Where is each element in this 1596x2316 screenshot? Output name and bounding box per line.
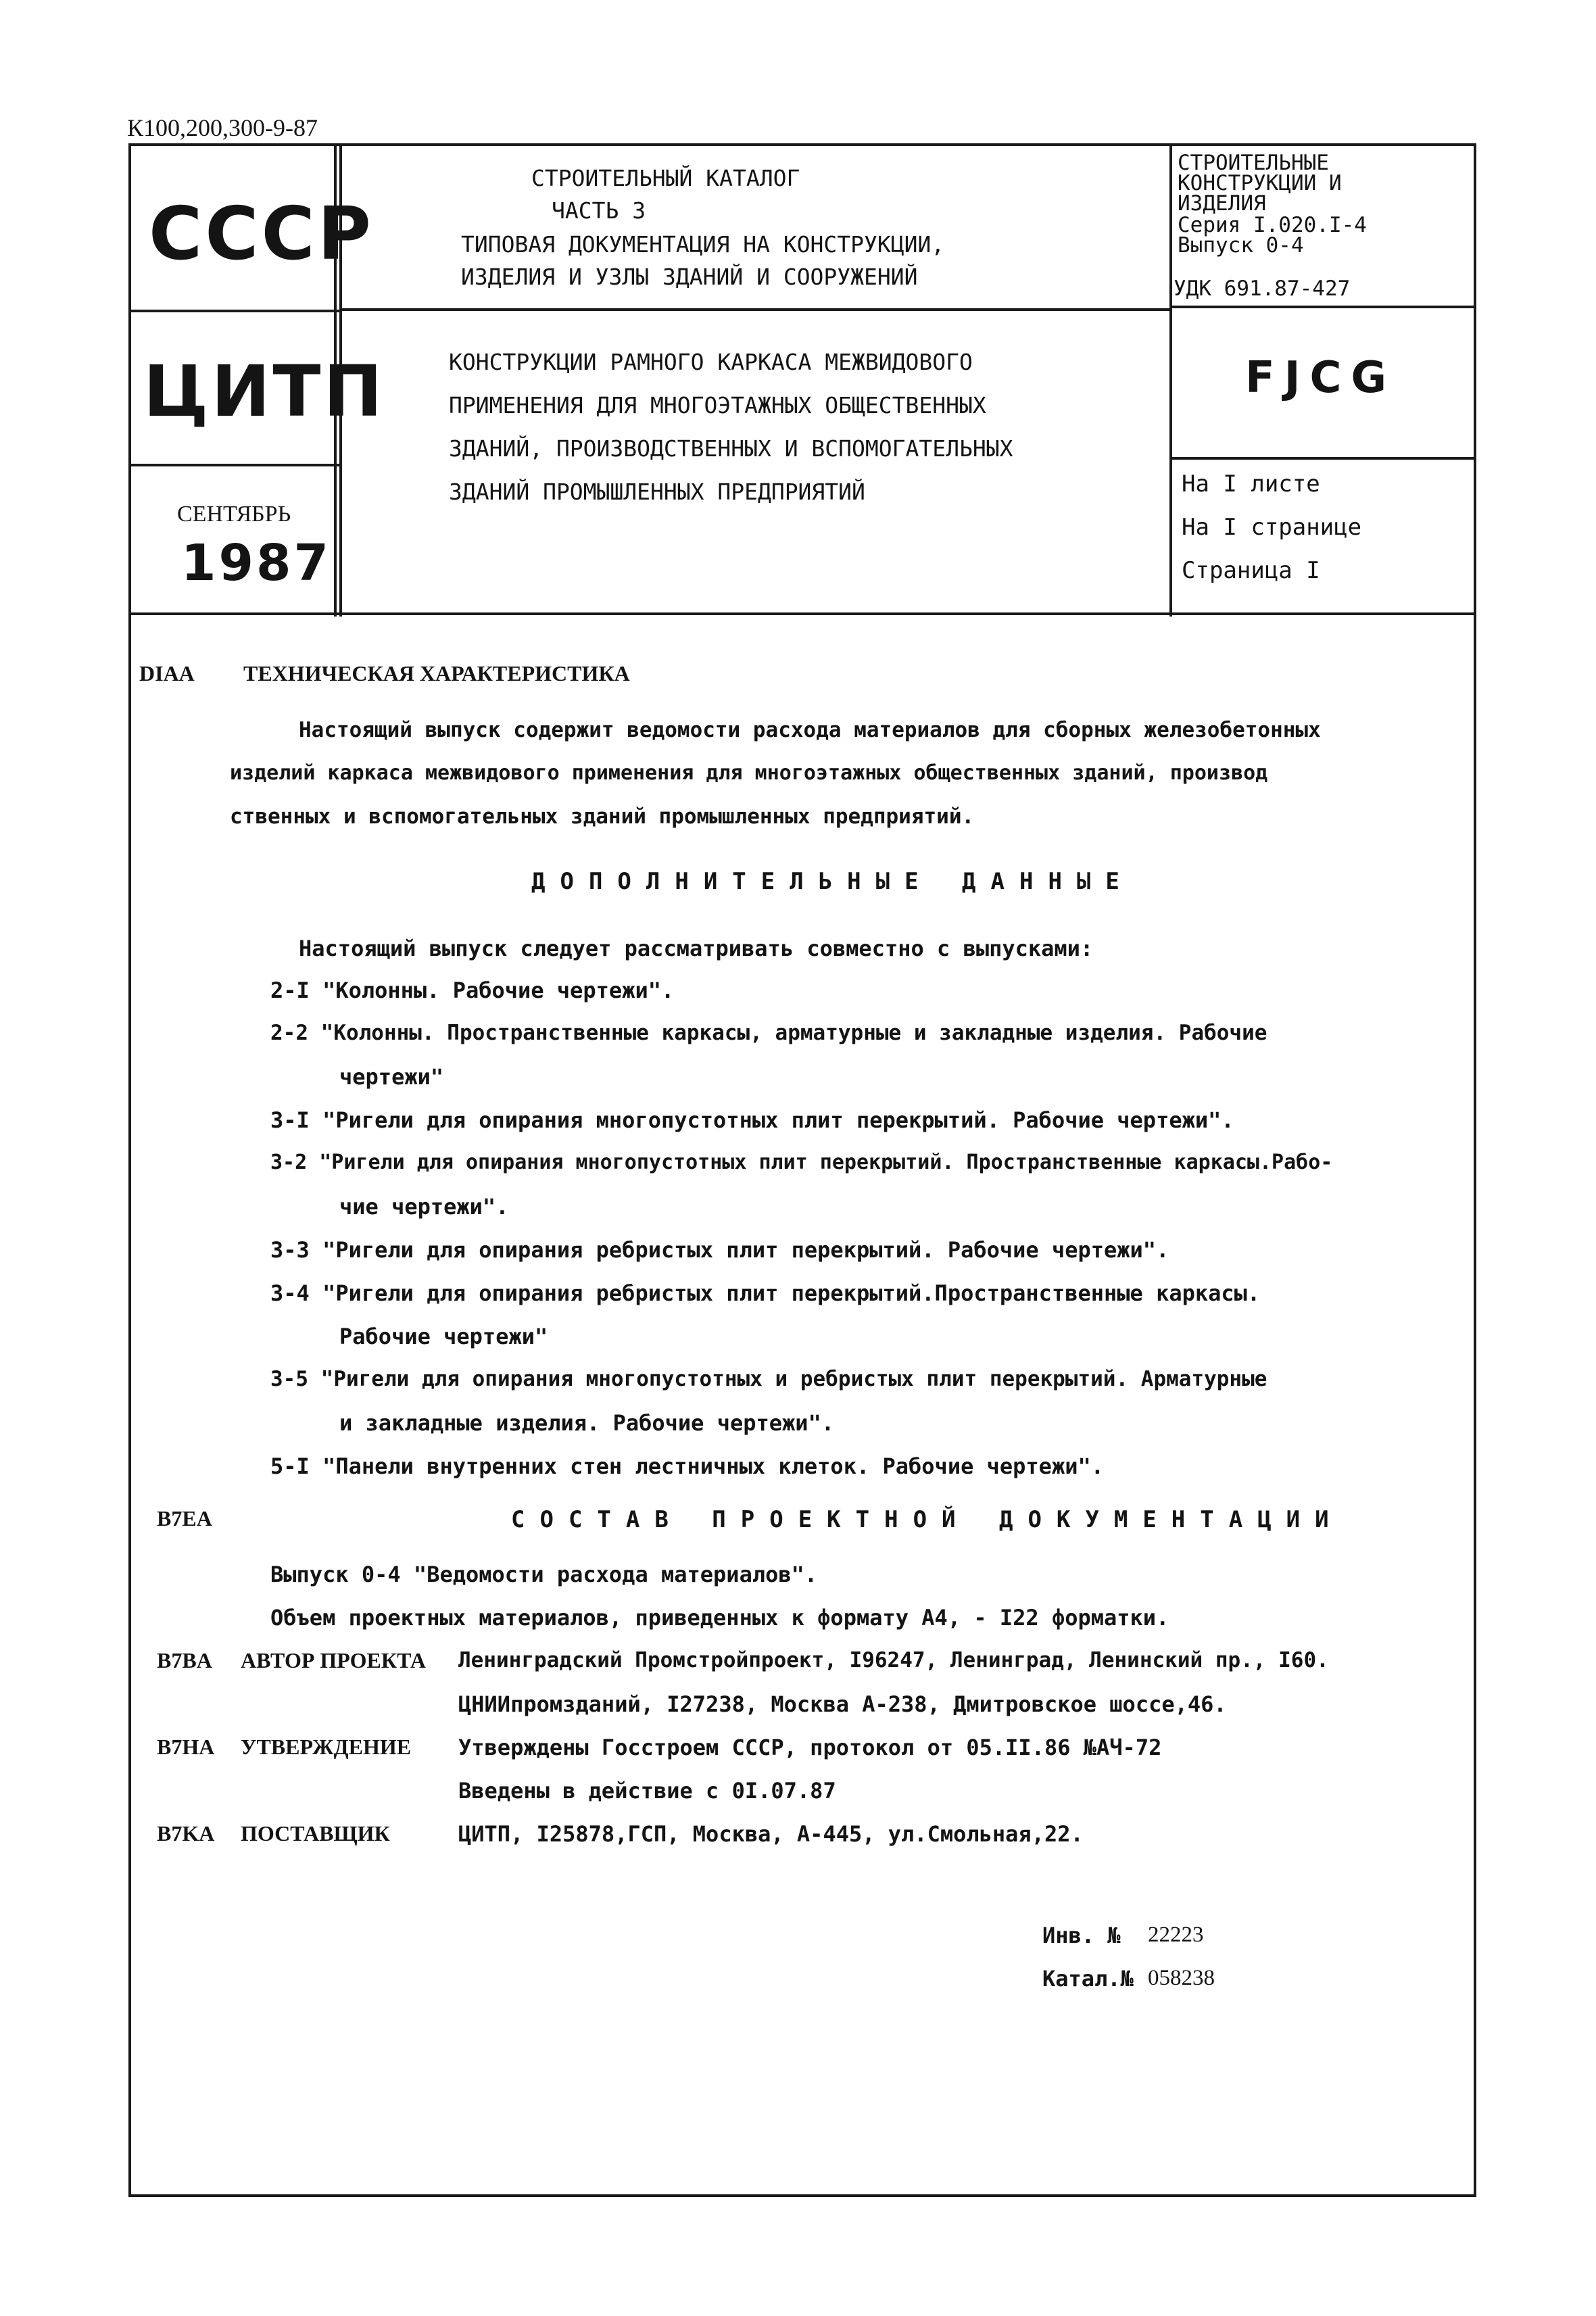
org-label: ЦИТП [143,350,385,433]
composition-line-1: Выпуск 0-4 "Ведомости расхода материалов". [270,1562,818,1587]
inventory-number: 22223 [1148,1923,1204,1947]
title-line-3: ЗДАНИЙ, ПРОИЗВОДСТВЕННЫХ И ВСПОМОГАТЕЛЬНЫХ [449,435,1013,462]
catalog-label: Катал.№ [1042,1966,1134,1992]
section-label-approval: УТВЕРЖДЕНИЕ [241,1735,412,1759]
divider [1169,306,1476,308]
related-issue-item: 2-I "Колонны. Рабочие чертежи". [270,978,675,1003]
divider [1169,143,1172,617]
approval-line-2: Введены в действие с 0I.07.87 [458,1778,836,1804]
divider [128,464,339,466]
title-line-2: ПРИМЕНЕНИЯ ДЛЯ МНОГОЭТАЖНЫХ ОБЩЕСТВЕННЫХ [449,392,986,418]
section-code-tech: DIAA [139,661,195,685]
series-line-4: Серия I.020.I-4 [1178,213,1367,237]
related-issue-item: чие чертежи". [339,1194,509,1220]
related-issue-item: 3-3 "Ригели для опирания ребристых плит перекрытий. Рабочие чертежи". [270,1237,1169,1263]
related-issue-item: 2-2 "Колонны. Пространственные каркасы, арматурные и закладные изделия. Рабочие [270,1021,1267,1045]
section-label-author: АВТОР ПРОЕКТА [241,1648,426,1672]
section-code-author: B7BA [157,1648,212,1672]
sheet-line-1: На I листе [1182,471,1320,498]
inventory-label: Инв. № [1042,1923,1121,1948]
classification-code: FJCG [1245,353,1397,403]
section-code-supplier: B7KA [157,1821,215,1845]
series-line-3: ИЗДЕЛИЯ [1178,191,1266,216]
tech-paragraph-line-1: Настоящий выпуск содержит ведомости расхода материалов для сборных железобетонных [299,718,1321,742]
catalog-line-2: ЧАСТЬ 3 [552,197,646,224]
catalog-line-1: СТРОИТЕЛЬНЫЙ КАТАЛОГ [531,165,800,191]
divider [339,308,1169,311]
section-label-supplier: ПОСТАВЩИК [241,1821,390,1845]
approval-line-1: Утверждены Госстроем СССР, протокол от 05.II.86 №АЧ-72 [458,1735,1162,1760]
divider [128,310,339,312]
related-issue-item: Рабочие чертежи" [339,1324,548,1349]
udk-code: УДК 691.87-427 [1174,276,1351,301]
tech-paragraph-line-2: изделий каркаса межвидового применения для многоэтажных общественных зданий, производ [230,761,1268,785]
country-label: СССР [149,192,374,276]
title-line-1: КОНСТРУКЦИИ РАМНОГО КАРКАСА МЕЖВИДОВОГО [449,349,973,375]
section-title-extra: ДОПОЛНИТЕЛЬНЫЕ ДАННЫЕ [531,868,1134,895]
year-label: 1987 [181,534,331,592]
catalog-line-4: ИЗДЕЛИЯ И УЗЛЫ ЗДАНИЙ И СООРУЖЕНИЙ [461,264,918,290]
catalog-number: 058238 [1148,1966,1215,1990]
related-issue-item: 3-4 "Ригели для опирания ребристых плит перекрытий.Пространственные каркасы. [270,1280,1261,1306]
divider [1169,457,1476,460]
author-line-1: Ленинградский Промстройпроект, I96247, Ленинград, Ленинский пр., I60. [458,1648,1329,1672]
catalog-line-3: ТИПОВАЯ ДОКУМЕНТАЦИЯ НА КОНСТРУКЦИИ, [461,231,945,258]
related-issue-item: чертежи" [339,1064,444,1090]
divider [128,612,1476,615]
related-issue-item: 3-5 "Ригели для опирания многопустотных и ребристых плит перекрытий. Арматурные [270,1367,1267,1391]
month-label: СЕНТЯБРЬ [177,502,291,527]
supplier-line-1: ЦИТП, I25878,ГСП, Москва, А-445, ул.Смольная,22. [458,1821,1084,1847]
related-issue-item: 3-2 "Ригели для опирания многопустотных плит перекрытий. Пространственные каркасы.Рабо- [270,1151,1333,1174]
series-line-5: Выпуск 0-4 [1178,233,1304,258]
related-issue-item: 5-I "Панели внутренних стен лестничных клеток. Рабочие чертежи". [270,1453,1104,1479]
section-code-composition: B7EA [157,1506,212,1530]
document-code: К100,200,300-9-87 [127,114,318,141]
author-line-2: ЦНИИпромзданий, I27238, Москва А-238, Дмитровское шоссе,46. [458,1691,1227,1717]
section-code-approval: B7HA [157,1735,215,1759]
title-line-4: ЗДАНИЙ ПРОМЫШЛЕННЫХ ПРЕДПРИЯТИЙ [449,479,865,505]
section-title-composition: СОСТАВ ПРОЕКТНОЙ ДОКУМЕНТАЦИИ [511,1506,1344,1533]
sheet-line-2: На I странице [1182,514,1362,541]
section-title-tech: ТЕХНИЧЕСКАЯ ХАРАКТЕРИСТИКА [243,661,630,685]
tech-paragraph-line-3: ственных и вспомогательных зданий промышленных предприятий. [230,804,975,829]
series-line-2: КОНСТРУКЦИИ И [1178,171,1342,195]
related-issue-item: и закладные изделия. Рабочие чертежи". [339,1410,835,1436]
extra-intro: Настоящий выпуск следует рассматривать совместно с выпусками: [299,936,1094,961]
related-issue-item: 3-I "Ригели для опирания многопустотных плит перекрытий. Рабочие чертежи". [270,1107,1234,1133]
series-line-1: СТРОИТЕЛЬНЫЕ [1178,151,1329,175]
sheet-line-3: Страница I [1182,557,1320,584]
composition-line-2: Объем проектных материалов, приведенных к формату А4, - I22 форматки. [270,1605,1169,1631]
